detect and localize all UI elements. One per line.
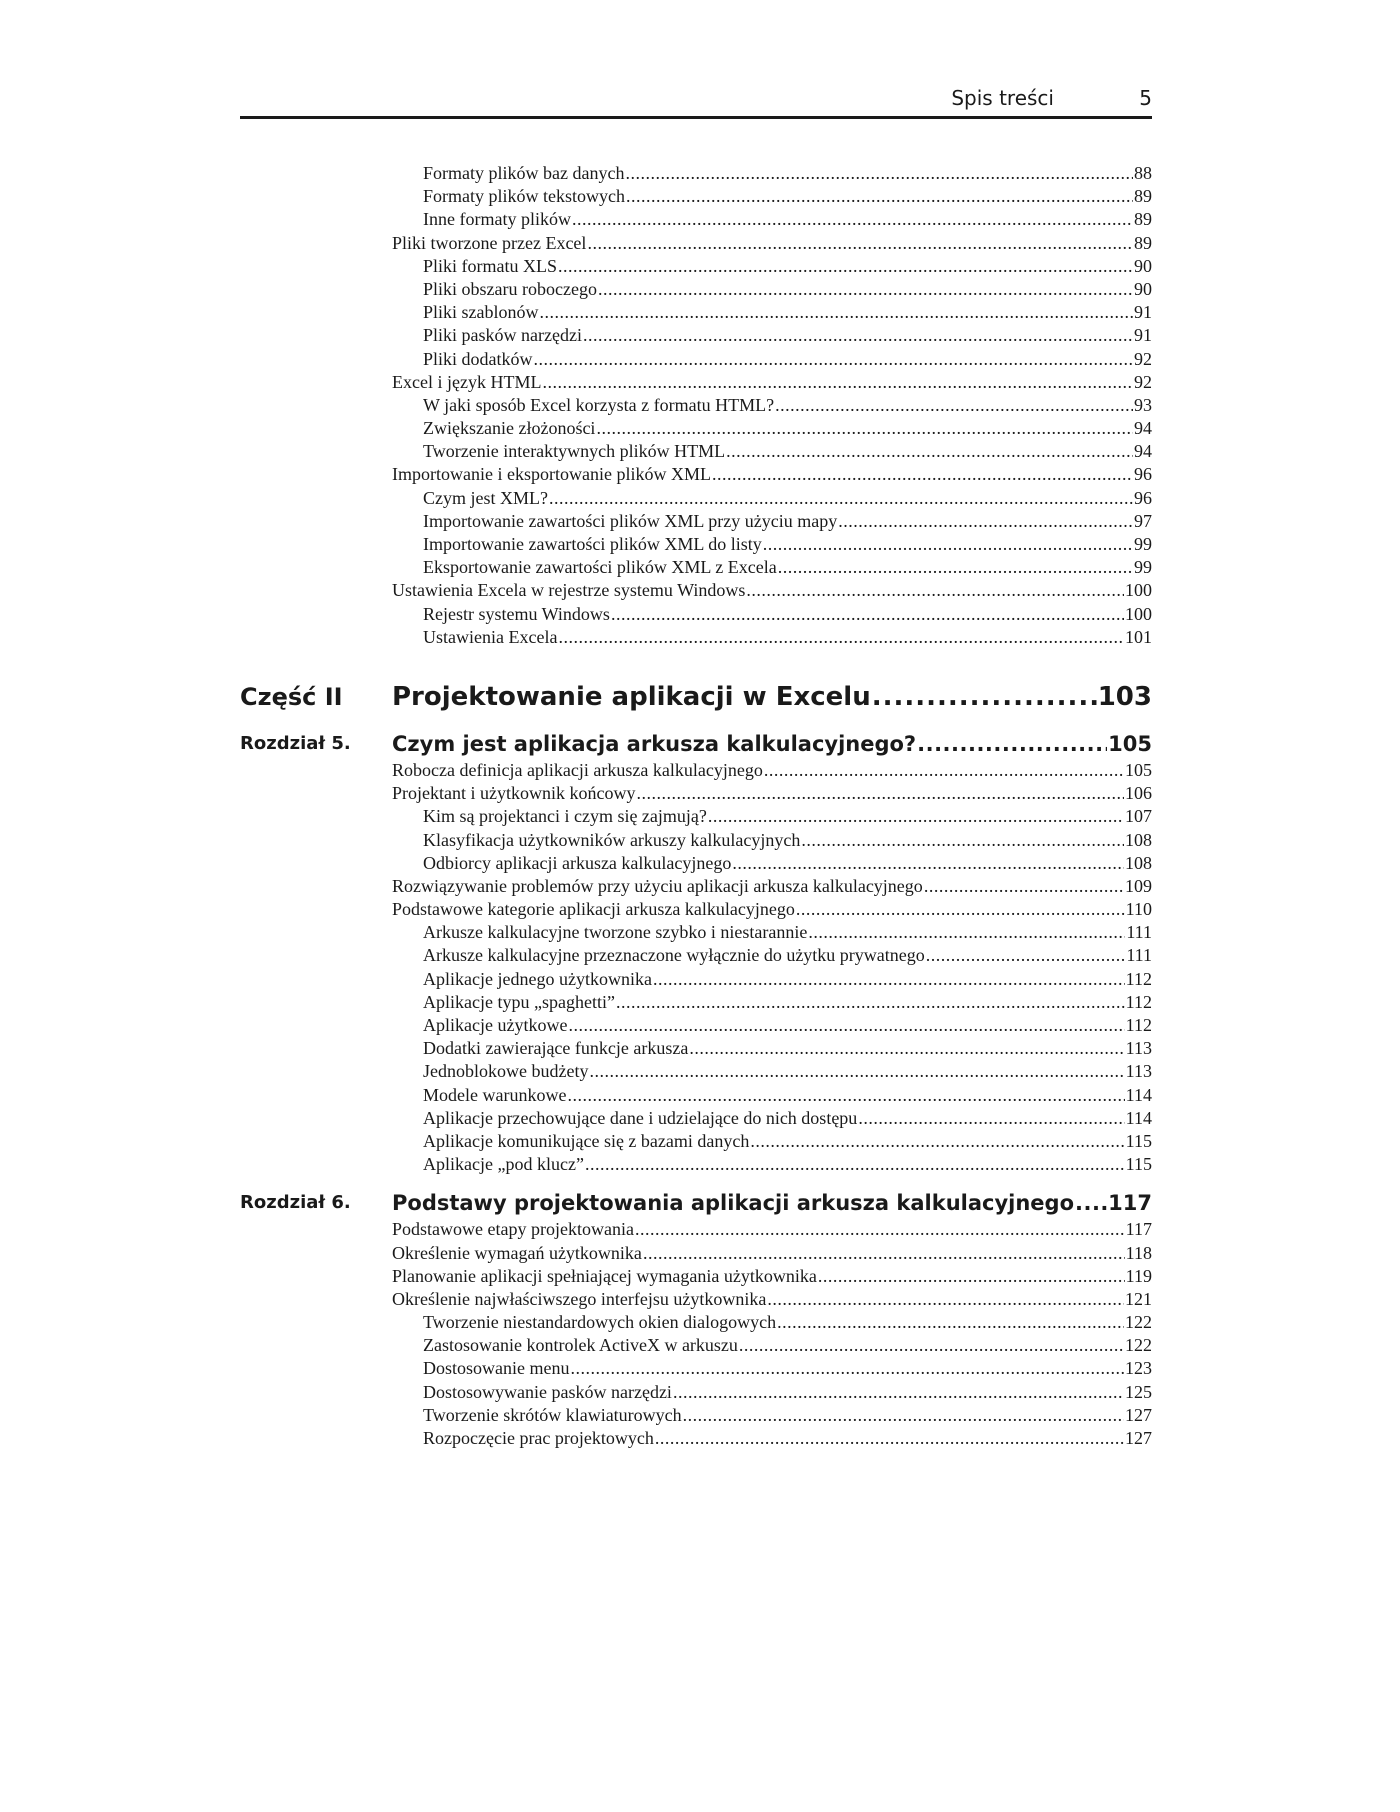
dot-leader [568, 1014, 1124, 1037]
running-title: Spis treści [951, 86, 1054, 110]
toc-entry-page: 97 [1134, 510, 1152, 531]
toc-entry-page: 117 [1108, 1191, 1152, 1216]
toc-entry-l2 [423, 440, 1152, 463]
toc-entry-l1 [392, 463, 1152, 486]
dot-leader [635, 1218, 1125, 1241]
toc-entry-l2 [423, 921, 1152, 944]
dot-leader [689, 1037, 1124, 1060]
toc-entry-title: Aplikacje „pod klucz” [423, 1154, 584, 1175]
dot-leader [1075, 1188, 1107, 1218]
toc-entry-l2 [423, 533, 1152, 556]
toc-entry-page: 110 [1125, 899, 1152, 920]
dot-leader [585, 1153, 1125, 1176]
toc-entry-title: W jaki sposób Excel korzysta z formatu HTML? [423, 394, 775, 415]
dot-leader [739, 1334, 1124, 1357]
toc-entry-title: Aplikacje komunikujące się z bazami danych [423, 1130, 750, 1151]
toc-entry-title: Pliki formatu XLS [423, 255, 557, 276]
toc-entry-l2 [423, 278, 1152, 301]
dot-leader [673, 1381, 1124, 1404]
toc-entry-title: Dostosowanie menu [423, 1358, 570, 1379]
toc-entry-page: 96 [1134, 487, 1152, 508]
dot-leader [558, 255, 1133, 278]
dot-leader [924, 875, 1124, 898]
toc-entry-l2 [423, 1084, 1152, 1107]
toc-entry-page: 92 [1134, 371, 1152, 392]
toc-entry-title: Arkusze kalkulacyjne tworzone szybko i niestarannie [423, 922, 808, 943]
dot-leader [549, 487, 1133, 510]
toc-entry-title: Planowanie aplikacji spełniającej wymagania użytkownika [392, 1265, 817, 1286]
toc-entry-title: Podstawy projektowania aplikacji arkusza kalkulacyjnego [392, 1191, 1074, 1216]
toc-entry-title: Rozpoczęcie prac projektowych [423, 1428, 654, 1448]
toc-entry-title: Rejestr systemu Windows [423, 603, 610, 624]
toc-entry-l2 [423, 1153, 1152, 1176]
toc-entry-l2 [423, 1130, 1152, 1153]
toc-entry-l1 [392, 579, 1152, 602]
toc-entry-title: Projektant i użytkownik końcowy [392, 783, 636, 804]
toc-entry-title: Aplikacje jednego użytkownika [423, 968, 652, 989]
dot-leader [917, 729, 1107, 759]
toc-entry-page: 94 [1134, 441, 1152, 462]
toc-entry-title: Aplikacje użytkowe [423, 1015, 568, 1035]
toc-entry-page: 112 [1125, 991, 1152, 1012]
toc-entry-title: Jednoblokowe budżety [423, 1061, 589, 1082]
toc-entry-title: Importowanie zawartości plików XML do listy [423, 534, 762, 554]
dot-leader [567, 1084, 1124, 1107]
toc-entry-l2 [423, 852, 1152, 875]
toc-entry-l2 [423, 991, 1152, 1014]
toc-entry-title: Modele warunkowe [423, 1084, 567, 1105]
toc-entry-l2 [423, 1107, 1152, 1130]
dot-leader [708, 805, 1124, 828]
toc-entry-l1 [392, 759, 1152, 782]
dot-leader [653, 968, 1125, 991]
toc-entry-l2 [423, 944, 1152, 967]
toc-entry-page: 118 [1125, 1242, 1152, 1263]
dot-leader [683, 1404, 1124, 1427]
toc-entry-l2 [423, 1334, 1152, 1357]
toc-entry-page: 113 [1125, 1038, 1152, 1059]
toc-entry-l2 [423, 394, 1152, 417]
dot-leader [750, 1130, 1124, 1153]
toc-entry-page: 111 [1126, 945, 1152, 966]
dot-leader [801, 829, 1124, 852]
toc-entry-page: 89 [1134, 232, 1152, 253]
toc-entry-title: Eksportowanie zawartości plików XML z Excela [423, 557, 777, 578]
toc-entry-page: 114 [1125, 1107, 1152, 1128]
dot-leader [732, 852, 1124, 875]
toc-entry-page: 108 [1125, 852, 1152, 873]
toc-entry-title: Aplikacje typu „spaghetti” [423, 991, 615, 1012]
dot-leader [572, 208, 1133, 231]
toc-entry-page: 91 [1134, 302, 1152, 323]
toc-entry-title: Projektowanie aplikacji w Excelu [392, 681, 871, 712]
toc-entry-page: 91 [1134, 325, 1152, 346]
toc-entry-page: 92 [1134, 348, 1152, 369]
toc-entry-title: Robocza definicja aplikacji arkusza kalkulacyjnego [392, 759, 763, 780]
dot-leader [808, 921, 1125, 944]
toc-entry-title: Dodatki zawierające funkcje arkusza [423, 1038, 689, 1059]
toc-entry-l2 [423, 829, 1152, 852]
toc-entry-l2 [423, 208, 1152, 231]
toc-entry-l2 [423, 417, 1152, 440]
toc-entry-l2 [423, 510, 1152, 533]
dot-leader [778, 556, 1133, 579]
toc-entry-title: Pliki szablonów [423, 302, 539, 323]
dot-leader [643, 1242, 1125, 1265]
toc-entry-l2 [423, 487, 1152, 510]
dot-leader [655, 1427, 1124, 1450]
toc-entry-page: 127 [1125, 1428, 1152, 1448]
toc-entry-page: 90 [1134, 278, 1152, 299]
toc-entry-title: Inne formaty plików [423, 209, 571, 230]
dot-leader [764, 759, 1124, 782]
toc-entry-l2 [423, 805, 1152, 828]
dot-leader [534, 348, 1133, 371]
toc-entry-page: 107 [1125, 806, 1152, 827]
toc-entry-title: Tworzenie skrótów klawiaturowych [423, 1404, 682, 1425]
toc-entry-page: 117 [1125, 1219, 1152, 1240]
dot-leader [712, 463, 1133, 486]
toc-entry-page: 122 [1125, 1335, 1152, 1356]
dot-leader [818, 1265, 1125, 1288]
toc-entry-title: Rozwiązywanie problemów przy użyciu aplikacji arkusza kalkulacyjnego [392, 875, 923, 896]
toc-entry-l1 [392, 232, 1152, 255]
toc-entry-page: 103 [1097, 681, 1152, 712]
dot-leader [589, 1060, 1124, 1083]
toc-entry-l1 [392, 1288, 1152, 1311]
toc-entry-l1 [392, 1218, 1152, 1241]
toc-entry-l1 [392, 782, 1152, 805]
toc-entry-page: 119 [1125, 1265, 1152, 1286]
toc-entry-page: 112 [1125, 1015, 1152, 1035]
dot-leader [767, 1288, 1124, 1311]
toc-entry-title: Arkusze kalkulacyjne przeznaczone wyłącznie do użytku prywatnego [423, 945, 925, 966]
toc-entry-title: Ustawienia Excela w rejestrze systemu Windows [392, 580, 746, 601]
table-of-contents [240, 162, 1152, 1450]
toc-entry-title: Czym jest XML? [423, 487, 548, 508]
dot-leader [625, 162, 1133, 185]
toc-entry-l2 [423, 603, 1152, 626]
toc-entry-page: 123 [1125, 1358, 1152, 1379]
toc-entry-l2 [423, 1427, 1152, 1450]
toc-entry-part [240, 677, 1152, 717]
toc-entry-page: 108 [1125, 829, 1152, 850]
dot-leader [858, 1107, 1124, 1130]
dot-leader [926, 944, 1126, 967]
toc-entry-title: Importowanie zawartości plików XML przy użyciu mapy [423, 510, 838, 531]
toc-entry-title: Formaty plików baz danych [423, 163, 625, 183]
toc-entry-l1 [392, 1242, 1152, 1265]
toc-entry-title: Podstawowe kategorie aplikacji arkusza kalkulacyjnego [392, 899, 795, 920]
chapter-label: Rozdział 6. [240, 1192, 351, 1214]
page-header [240, 80, 1152, 119]
toc-entry-l2 [423, 255, 1152, 278]
toc-entry-page: 121 [1125, 1288, 1152, 1309]
toc-entry-l1 [392, 898, 1152, 921]
toc-entry-page: 115 [1125, 1154, 1152, 1175]
toc-entry-chapter [240, 729, 1152, 759]
toc-entry-page: 88 [1134, 163, 1152, 183]
toc-entry-page: 113 [1125, 1061, 1152, 1082]
toc-entry-page: 115 [1125, 1130, 1152, 1151]
dot-leader [838, 510, 1133, 533]
toc-entry-title: Kim są projektanci i czym się zajmują? [423, 806, 707, 827]
toc-entry-page: 105 [1125, 759, 1152, 780]
toc-entry-l2 [423, 1404, 1152, 1427]
toc-entry-l2 [423, 1060, 1152, 1083]
toc-entry-page: 101 [1125, 626, 1152, 647]
dot-leader [726, 440, 1133, 463]
dot-leader [626, 185, 1133, 208]
toc-entry-title: Excel i język HTML [392, 371, 542, 392]
toc-entry-l2 [423, 301, 1152, 324]
toc-entry-l2 [423, 968, 1152, 991]
toc-entry-page: 122 [1125, 1312, 1152, 1333]
toc-entry-title: Określenie najwłaściwszego interfejsu użytkownika [392, 1288, 767, 1309]
toc-entry-page: 96 [1134, 464, 1152, 485]
toc-entry-title: Zwiększanie złożoności [423, 418, 596, 439]
dot-leader [596, 417, 1133, 440]
toc-entry-title: Tworzenie niestandardowych okien dialogowych [423, 1312, 777, 1333]
toc-entry-title: Określenie wymagań użytkownika [392, 1242, 642, 1263]
toc-entry-title: Formaty plików tekstowych [423, 186, 625, 207]
dot-leader [777, 1311, 1124, 1334]
toc-entry-page: 89 [1134, 186, 1152, 207]
toc-entry-page: 111 [1126, 922, 1152, 943]
toc-entry-title: Pliki dodatków [423, 348, 533, 369]
toc-entry-l2 [423, 162, 1152, 185]
toc-entry-title: Pliki obszaru roboczego [423, 278, 597, 299]
toc-entry-l1 [392, 1265, 1152, 1288]
toc-entry-title: Tworzenie interaktywnych plików HTML [423, 441, 726, 462]
toc-entry-page: 93 [1134, 394, 1152, 415]
toc-entry-l2 [423, 1381, 1152, 1404]
toc-entry-page: 90 [1134, 255, 1152, 276]
toc-entry-page: 106 [1125, 783, 1152, 804]
toc-entry-title: Pliki pasków narzędzi [423, 325, 582, 346]
dot-leader [616, 991, 1125, 1014]
toc-entry-l2 [423, 556, 1152, 579]
toc-entry-l2 [423, 324, 1152, 347]
toc-entry-title: Dostosowywanie pasków narzędzi [423, 1381, 672, 1402]
toc-entry-page: 112 [1125, 968, 1152, 989]
toc-entry-page: 89 [1134, 209, 1152, 230]
toc-entry-page: 99 [1134, 534, 1152, 554]
toc-entry-title: Odbiorcy aplikacji arkusza kalkulacyjnego [423, 852, 732, 873]
toc-entry-page: 99 [1134, 557, 1152, 578]
toc-entry-title: Klasyfikacja użytkowników arkuszy kalkulacyjnych [423, 829, 801, 850]
toc-entry-title: Ustawienia Excela [423, 626, 558, 647]
toc-entry-page: 127 [1125, 1404, 1152, 1425]
toc-entry-title: Podstawowe etapy projektowania [392, 1219, 634, 1240]
toc-entry-page: 105 [1108, 731, 1152, 756]
toc-entry-title: Czym jest aplikacja arkusza kalkulacyjnego? [392, 731, 917, 756]
toc-entry-page: 114 [1125, 1084, 1152, 1105]
toc-entry-page: 100 [1125, 580, 1152, 601]
dot-leader [611, 603, 1124, 626]
dot-leader [570, 1357, 1124, 1380]
page-number: 5 [1139, 86, 1152, 110]
dot-leader [775, 394, 1133, 417]
dot-leader [587, 232, 1133, 255]
toc-entry-title: Pliki tworzone przez Excel [392, 232, 587, 253]
toc-entry-l2 [423, 1014, 1152, 1037]
toc-entry-l1 [392, 371, 1152, 394]
dot-leader [636, 782, 1124, 805]
dot-leader [746, 579, 1124, 602]
dot-leader [583, 324, 1133, 347]
toc-entry-l2 [423, 1357, 1152, 1380]
toc-entry-l2 [423, 626, 1152, 649]
dot-leader [796, 898, 1125, 921]
toc-entry-l1 [392, 875, 1152, 898]
dot-leader [558, 626, 1124, 649]
dot-leader [872, 677, 1097, 717]
dot-leader [598, 278, 1133, 301]
toc-entry-page: 100 [1125, 603, 1152, 624]
toc-entry-l2 [423, 348, 1152, 371]
toc-entry-title: Importowanie i eksportowanie plików XML [392, 464, 711, 485]
toc-entry-title: Zastosowanie kontrolek ActiveX w arkuszu [423, 1335, 738, 1356]
toc-entry-page: 94 [1134, 418, 1152, 439]
toc-entry-l2 [423, 185, 1152, 208]
dot-leader [540, 301, 1134, 324]
toc-entry-page: 109 [1125, 875, 1152, 896]
part-label: Część II [240, 682, 343, 711]
dot-leader [542, 371, 1133, 394]
toc-entry-l2 [423, 1037, 1152, 1060]
chapter-label: Rozdział 5. [240, 732, 351, 754]
dot-leader [763, 533, 1133, 556]
toc-entry-l2 [423, 1311, 1152, 1334]
toc-entry-chapter [240, 1188, 1152, 1218]
toc-entry-page: 125 [1125, 1381, 1152, 1402]
toc-entry-title: Aplikacje przechowujące dane i udzielające do nich dostępu [423, 1107, 858, 1128]
